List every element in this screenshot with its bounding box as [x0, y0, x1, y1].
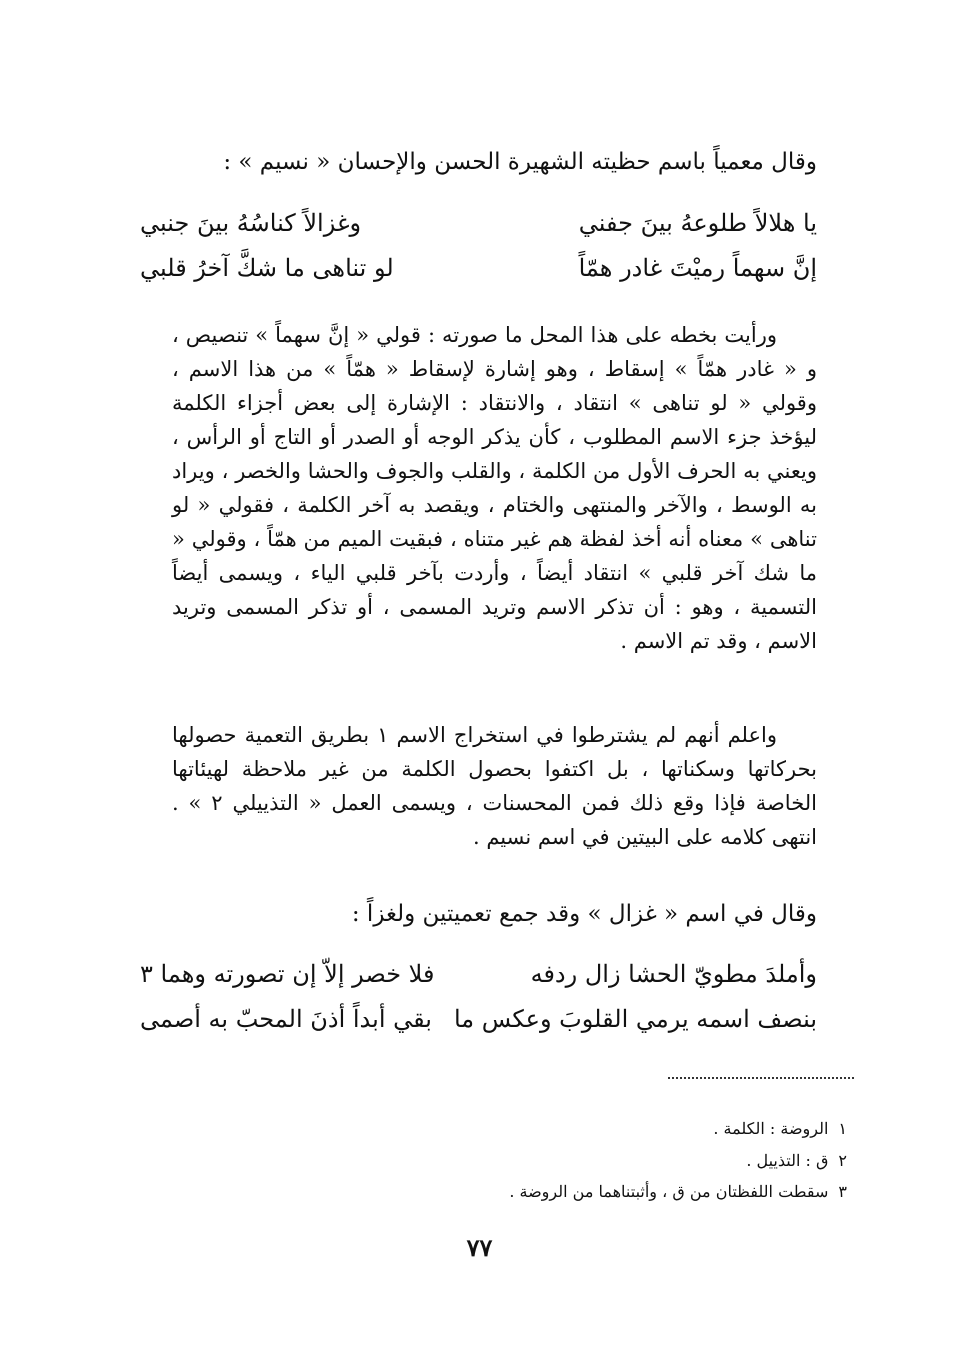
page-number: ٧٧	[466, 1233, 493, 1262]
footnote	[746, 1149, 847, 1173]
poem-verse	[140, 957, 817, 991]
footnote-text: ق : التذييل .	[746, 1151, 829, 1170]
verse-second-hemistich: فلا خصر إلاّ إن تصورته وهما ٣	[140, 960, 435, 988]
footnote	[713, 1117, 847, 1141]
verse-first-hemistich: يا هلالاً طلوعهُ بينَ جفني	[578, 209, 817, 237]
verse-second-hemistich: وغزالاً كناسُهُ بينَ جنبي	[140, 209, 362, 237]
footnote-text: سقطت اللفظتان من ق ، وأثبتناهما من الروضة .	[509, 1182, 829, 1201]
poem-verse	[140, 1002, 817, 1036]
poem-intro-ghazal: وقال في اسم « غزال » وقد جمع تعميتين ولغزاً :	[351, 901, 817, 927]
poem-verse	[140, 206, 817, 240]
footnote-number: ٣	[838, 1182, 847, 1201]
footnote-divider	[668, 1077, 854, 1079]
poem-intro-nasim: وقال معمياً باسم حظيته الشهيرة الحسن والإحسان « نسيم » :	[223, 149, 817, 175]
footnote-text: الروضة : الكلمة .	[713, 1119, 829, 1138]
footnote-number: ٢	[838, 1151, 847, 1170]
verse-second-hemistich: بقي أبداً أذنَ المحبّ به أصمى	[140, 1005, 432, 1033]
footnote	[509, 1180, 847, 1204]
verse-first-hemistich: بنصف اسمه يرمي القلوبَ وعكس ما	[453, 1005, 817, 1033]
verse-first-hemistich: إنَّ سهماً رميْتَ غادر همّاً	[578, 254, 817, 282]
poem-verse	[140, 251, 817, 285]
verse-second-hemistich: لو تناهى ما شكَّ آخرُ قلبي	[140, 254, 394, 282]
footnote-number: ١	[838, 1119, 847, 1138]
commentary-paragraph: واعلم أنهم لم يشترطوا في استخراج الاسم ١ بطريق التعمية حصولها بحركاتها وسكناتها ، بل اكتفوا بحصول الكلمة من غير ملاحظة لهيئاتها الخاصة فإذا وقع ذلك فمن المحسنات ، ويسمى العمل « التذييلي ٢ » . انتهى كلامه على البيتين في اسم نسيم .	[172, 723, 817, 849]
verse-first-hemistich: وأملدَ مطويّ الحشا زال ردفه	[530, 960, 817, 988]
commentary-paragraph: ورأيت بخطه على هذا المحل ما صورته : قولي « إنَّ سهماً » تنصيص ، و « غادر همّاً » إسقاط ، وهو إشارة لإسقاط « همّاً » من هذا الاسم ، وقولي « لو تناهى » انتقاد ، والانتقاد : الإشارة إلى بعض أجزاء الكلمة ليؤخذ جزء الاسم المطلوب ، كأن يذكر الوجه أو الصدر أو التاج أو الرأس ، ويعني به الحرف الأول من الكلمة ، والقلب والجوف والحشا والخصر ، ويراد به الوسط ، والآخر والمنتهى والختام ، ويقصد به آخر الكلمة ، فقولي « لو تناهى » معناه أنه أخذ لفظة هم غير متناه ، فبقيت الميم من همّاً ، وقولي « ما شك آخر قلبي » انتقاد أيضاً ، وأردت بآخر قلبي الياء ، ويسمى أيضاً التسمية ، وهو : أن تذكر الاسم وتريد المسمى ، أو تذكر المسمى وتريد الاسم ، وقد تم الاسم .	[172, 323, 817, 653]
